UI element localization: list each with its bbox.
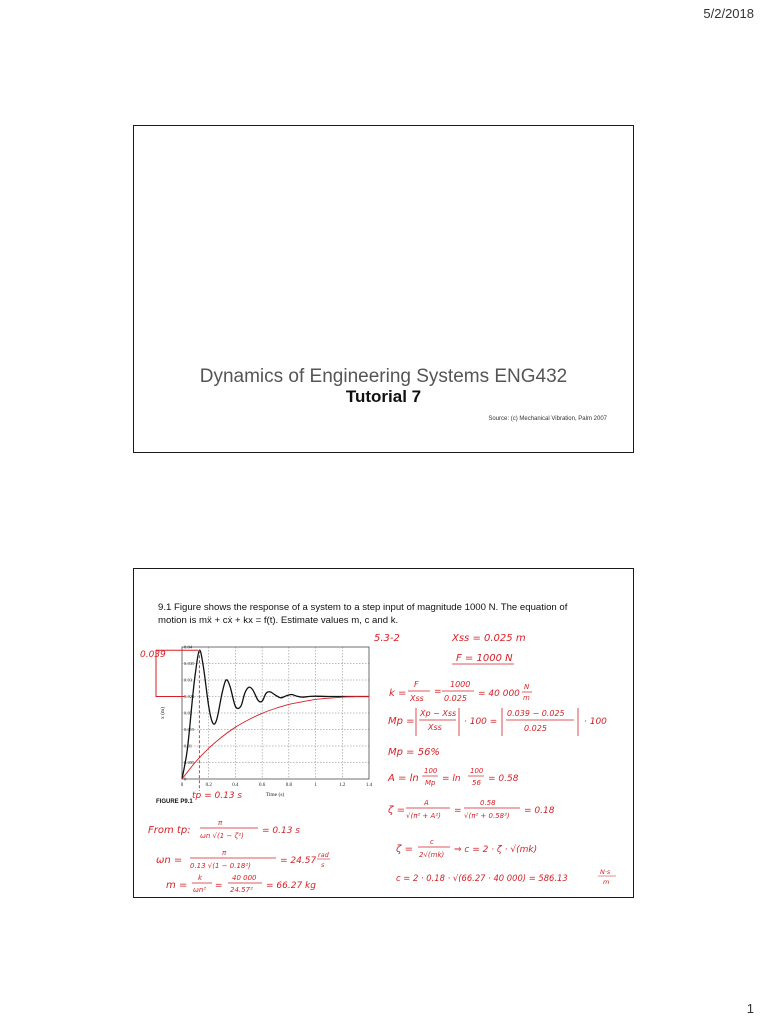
note-tp-num: π [218, 819, 223, 827]
note-peak-value: 0.039 [140, 650, 166, 660]
note-tp-mark: tp = 0.13 s [192, 791, 243, 801]
note-a-num: 100 [424, 767, 438, 775]
x-tick-labels [181, 783, 373, 788]
note-a-den2: 56 [472, 779, 481, 787]
note-z-num2: 0.58 [480, 799, 496, 807]
note-k-num2: 1000 [450, 680, 471, 689]
y-tick-label: 0.01 [184, 743, 193, 749]
note-a-result: = 0.58 [488, 774, 519, 784]
note-k-den: Xss [410, 694, 424, 703]
note-xss: Xss = 0.025 m [452, 633, 526, 644]
y-tick-label: 0.02 [184, 710, 193, 716]
note-k-num: F [414, 680, 419, 689]
note-zc-result: ⇒ c = 2 · ζ · √(mk) [454, 845, 538, 855]
note-wn-unit-num: rad [318, 851, 329, 859]
y-tick-label: 0.025 [184, 694, 195, 700]
note-wn-num: π [222, 849, 227, 857]
note-z-den: √(π² + A²) [406, 812, 441, 820]
note-mp-num2: 0.039 − 0.025 [507, 709, 565, 718]
note-wn-lhs: ωn = [156, 855, 183, 866]
note-wn-den: 0.13 √(1 − 0.18²) [190, 862, 251, 870]
note-m-den2: 24.57² [230, 886, 253, 894]
note-mp-lhs: Mp = [388, 716, 415, 727]
series-line-envelope [182, 696, 369, 779]
note-a-mid: = ln [442, 774, 461, 784]
note-mp-den2: 0.025 [524, 724, 547, 733]
note-m-result: = 66.27 kg [266, 881, 316, 891]
note-zc-den: 2√(mk) [419, 851, 445, 859]
note-m-mid: = [215, 881, 223, 891]
note-c-unit-den: m [603, 878, 610, 886]
note-z-den2: √(π² + 0.58²) [464, 812, 510, 820]
x-tick-label: 0.2 [205, 783, 212, 788]
note-k-result: = 40 000 [478, 689, 520, 699]
y-tick-label: 0.035 [184, 661, 195, 667]
slide-source-note: Source: (c) Mechanical Vibration, Palm 2007 [488, 416, 607, 422]
x-tick-label: 0.4 [232, 783, 239, 788]
note-from-tp: From tp: [148, 825, 191, 836]
slide-subtitle: Tutorial 7 [345, 387, 422, 406]
note-wn-unit-den: s [321, 861, 325, 869]
step-response-figure [134, 569, 633, 897]
note-k-den2: 0.025 [444, 694, 467, 703]
slide-title-heading: Dynamics of Engineering Systems ENG432 [199, 366, 568, 387]
y-tick-label: 0 [184, 776, 187, 782]
note-problem-type: 5.3-2 [374, 633, 400, 644]
x-tick-label: 1.4 [365, 783, 373, 788]
x-tick-label: 1 [314, 783, 317, 788]
note-a-num2: 100 [470, 767, 484, 775]
series-layer [182, 650, 369, 779]
y-tick-label: 0.04 [184, 644, 193, 650]
note-c-calc: c = 2 · 0.18 · √(66.27 · 40 000) = 586.13 [396, 873, 568, 883]
note-mp-end: · 100 [584, 717, 607, 727]
x-tick-label: 0 [180, 783, 184, 788]
note-mp-result: Mp = 56% [388, 747, 440, 758]
page-date: 5/2/2018 [703, 6, 754, 21]
problem-line-2: motion is mẍ + cẋ + kx = f(t). Estimate values m, c and k. [158, 615, 399, 626]
note-k-unit-num: N [524, 683, 530, 691]
note-z-mid: = [454, 806, 462, 816]
note-m-num: k [198, 874, 203, 882]
note-z-lhs: ζ = [388, 805, 405, 816]
note-mp-mid: · 100 = [464, 717, 498, 727]
figure-label: FIGURE P9.1 [156, 799, 193, 805]
note-tp-den: ωn √(1 − ζ²) [200, 832, 244, 840]
note-k-eq: = [434, 687, 442, 697]
y-tick-label: 0.015 [184, 727, 195, 733]
x-tick-label: 1.2 [339, 783, 346, 788]
note-c-unit-num: N·s [600, 868, 611, 876]
slide-problem [133, 568, 634, 898]
note-mp-num: Xp − Xss [420, 709, 457, 718]
x-axis-label: Time (s) [265, 792, 285, 798]
note-mp-den: Xss [428, 723, 442, 732]
page-number: 1 [746, 1001, 754, 1016]
x-tick-label: 0.6 [259, 783, 266, 788]
series-line-response [182, 650, 369, 779]
note-a-den: Mp [425, 779, 436, 787]
note-zc-lhs: ζ = [396, 844, 413, 855]
note-k-unit-den: m [523, 694, 530, 702]
note-force: F = 1000 N [456, 653, 513, 664]
note-zc-num: c [430, 838, 434, 846]
note-tp-result: = 0.13 s [262, 826, 300, 836]
note-wn-result: = 24.57 [280, 856, 317, 866]
note-a-lhs: A = ln [388, 773, 419, 784]
note-m-lhs: m = [166, 880, 188, 891]
y-axis-label: x (m) [160, 706, 166, 720]
slide-title [133, 125, 634, 453]
step-response-plot [156, 645, 373, 798]
note-z-result: = 0.18 [524, 806, 555, 816]
problem-line-1: 9.1 Figure shows the response of a system to a step input of magnitude 1000 N. The equation of [158, 602, 568, 613]
note-z-num: A [424, 799, 429, 807]
note-k-lhs: k = [389, 688, 407, 699]
note-m-num2: 40 000 [232, 874, 257, 882]
y-tick-label: 0.005 [184, 760, 195, 766]
x-tick-label: 0.8 [285, 783, 292, 788]
note-m-den: ωn² [193, 886, 207, 894]
handwritten-notes [140, 633, 616, 894]
y-tick-label: 0.03 [184, 677, 193, 683]
